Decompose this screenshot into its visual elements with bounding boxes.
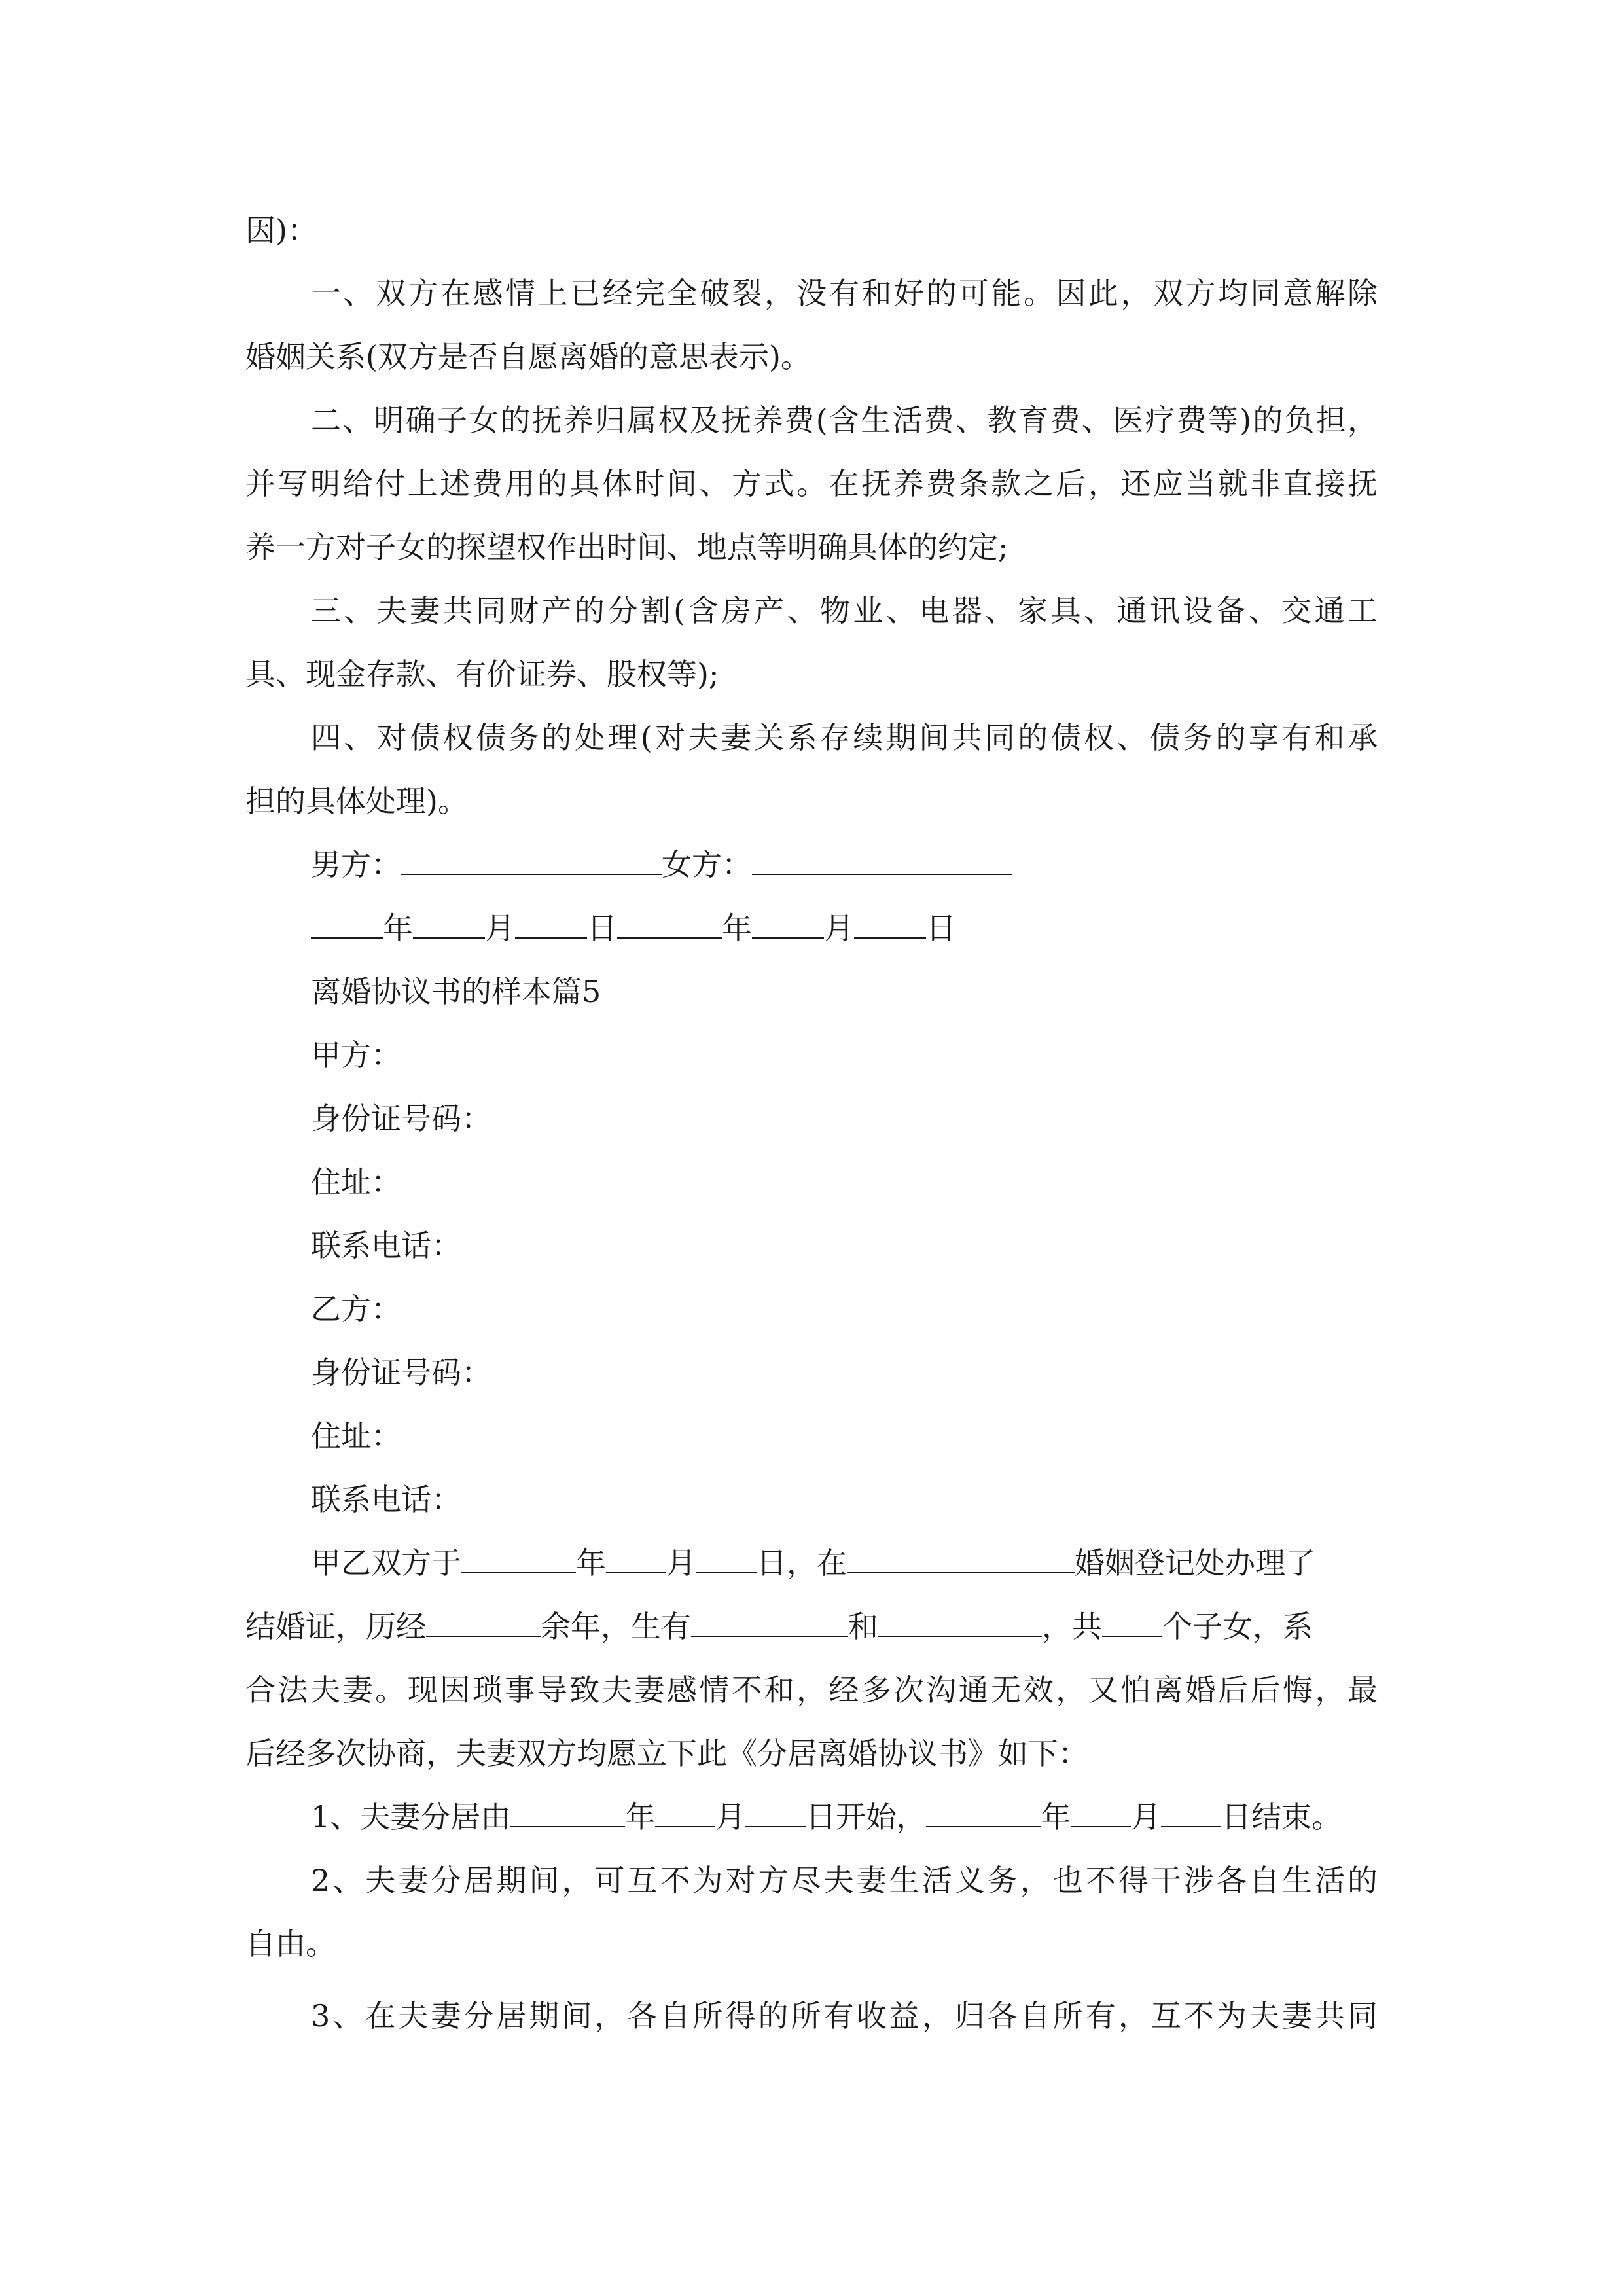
party-a-phone-label: 联系电话： <box>311 1228 461 1263</box>
registry-text: 婚姻登记处办理了 <box>1075 1545 1315 1581</box>
signature-line <box>311 845 1012 884</box>
day-label-2: 日 <box>926 910 956 946</box>
paragraph-3-line-1: 三、夫妻共同财产的分割(含房产、物业、电器、家具、通讯设备、交通工 <box>311 593 1378 628</box>
clause-1-year-blank[interactable] <box>510 1797 625 1827</box>
paragraph-4-line-2: 担的具体处理)。 <box>245 783 468 819</box>
party-b-id-label: 身份证号码： <box>311 1355 491 1390</box>
day-blank[interactable] <box>515 908 587 939</box>
marriage-line-4: 后经多次协商，夫妻双方均愿立下此《分居离婚协议书》如下： <box>245 1736 1088 1771</box>
marriage-day-label: 日，在 <box>757 1545 847 1581</box>
year-blank-2[interactable] <box>617 908 722 939</box>
male-label: 男方： <box>311 847 401 882</box>
clause-1-year-label-2: 年 <box>1041 1799 1071 1835</box>
registry-blank[interactable] <box>847 1543 1075 1573</box>
clause-1-year-blank-2[interactable] <box>926 1797 1041 1827</box>
month-blank[interactable] <box>413 908 485 939</box>
total-text: ，共 <box>1042 1609 1102 1644</box>
month-label: 月 <box>485 910 515 946</box>
party-a-address-label: 住址： <box>311 1164 401 1200</box>
marriage-month-blank[interactable] <box>606 1543 666 1573</box>
marriage-line-3: 合法夫妻。现因琐事导致夫妻感情不和，经多次沟通无效，又怕离婚后后悔，最 <box>245 1672 1378 1708</box>
paragraph-1-line-2: 婚姻关系(双方是否自愿离婚的意思表示)。 <box>245 339 811 374</box>
female-signature-blank[interactable] <box>752 845 1012 875</box>
paragraph-2-line-2: 并写明给付上述费用的具体时间、方式。在抚养费条款之后，还应当就非直接抚 <box>245 466 1378 501</box>
children-text: 个子女，系 <box>1162 1609 1313 1644</box>
children-count-blank[interactable] <box>1102 1607 1162 1637</box>
marriage-year-blank[interactable] <box>461 1543 576 1573</box>
paragraph-3-line-2: 具、现金存款、有价证券、股权等); <box>245 656 719 692</box>
years-blank[interactable] <box>426 1607 541 1637</box>
male-signature-blank[interactable] <box>401 845 662 875</box>
child-1-blank[interactable] <box>691 1607 848 1637</box>
clause-1-month-blank-2[interactable] <box>1071 1797 1131 1827</box>
section-title: 离婚协议书的样本篇5 <box>311 974 601 1009</box>
paragraph-4-line-1: 四、对债权债务的处理(对夫妻关系存续期间共同的债权、债务的享有和承 <box>311 720 1378 755</box>
year-label-2: 年 <box>722 910 752 946</box>
party-b-label: 乙方： <box>311 1291 401 1327</box>
year-label: 年 <box>383 910 413 946</box>
party-b-phone-label: 联系电话： <box>311 1482 461 1517</box>
party-a-label: 甲方： <box>311 1037 401 1073</box>
clause-2-line-2: 自由。 <box>245 1926 336 1962</box>
marriage-line-2 <box>245 1607 1378 1646</box>
party-a-id-label: 身份证号码： <box>311 1101 491 1136</box>
clause-1-month-label: 月 <box>715 1799 746 1835</box>
text-line: 因)： <box>245 213 317 248</box>
clause-1-day-blank[interactable] <box>745 1797 806 1827</box>
marriage-day-blank[interactable] <box>696 1543 757 1573</box>
year-blank[interactable] <box>311 908 383 939</box>
day-label: 日 <box>587 910 617 946</box>
and-text: 和 <box>848 1609 878 1644</box>
month-blank-2[interactable] <box>752 908 824 939</box>
clause-3-line-1: 3、在夫妻分居期间，各自所得的所有收益，归各自所有，互不为夫妻共同 <box>311 1998 1378 2034</box>
clause-1-year-label: 年 <box>625 1799 656 1835</box>
clause-1-month-blank[interactable] <box>655 1797 715 1827</box>
marriage-intro: 甲乙双方于 <box>311 1545 461 1581</box>
clause-1-start: 1、夫妻分居由 <box>311 1799 511 1835</box>
clause-2-line-1: 2、夫妻分居期间，可互不为对方尽夫妻生活义务，也不得干涉各自生活的 <box>311 1863 1378 1898</box>
child-2-blank[interactable] <box>878 1607 1042 1637</box>
month-label-2: 月 <box>824 910 854 946</box>
clause-1-day-blank-2[interactable] <box>1161 1797 1221 1827</box>
marriage-line-1 <box>311 1543 1315 1583</box>
female-label: 女方： <box>662 847 752 882</box>
clause-1-end: 日结束。 <box>1221 1799 1342 1835</box>
clause-1-month-label-2: 月 <box>1131 1799 1162 1835</box>
clause-1 <box>311 1797 1342 1837</box>
marriage-cert-text: 结婚证，历经 <box>245 1609 426 1644</box>
day-blank-2[interactable] <box>854 908 926 939</box>
marriage-month-label: 月 <box>666 1545 696 1581</box>
paragraph-2-line-3: 养一方对子女的探望权作出时间、地点等明确具体的约定; <box>245 529 1008 565</box>
date-line <box>311 908 956 948</box>
party-b-address-label: 住址： <box>311 1418 401 1454</box>
marriage-year-label: 年 <box>576 1545 606 1581</box>
years-text: 余年，生有 <box>541 1609 691 1644</box>
paragraph-2-line-1: 二、明确子女的抚养归属权及抚养费(含生活费、教育费、医疗费等)的负担， <box>311 403 1378 438</box>
paragraph-1-line-1: 一、双方在感情上已经完全破裂，没有和好的可能。因此，双方均同意解除 <box>311 276 1378 311</box>
clause-1-begin: 日开始， <box>806 1799 927 1835</box>
